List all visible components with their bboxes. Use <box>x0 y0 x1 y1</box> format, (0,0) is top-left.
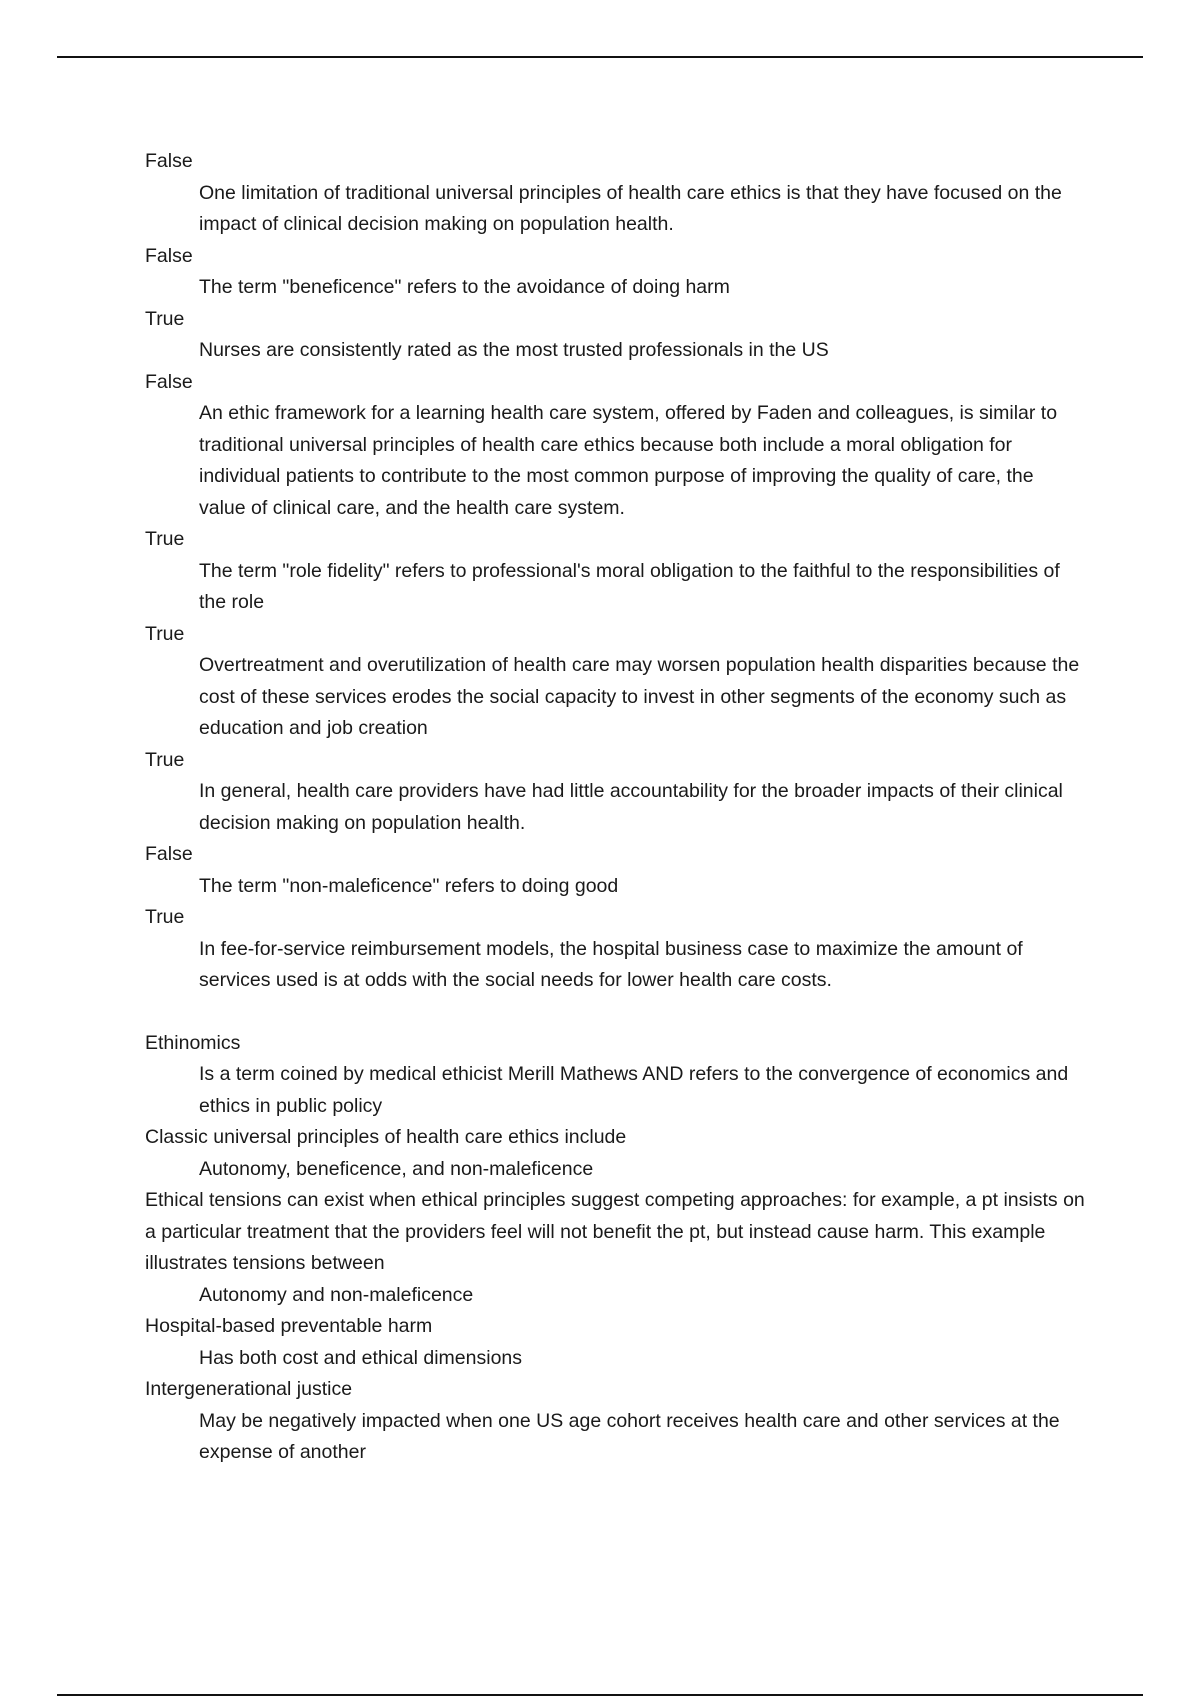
card-term: Intergenerational justice <box>145 1378 353 1400</box>
footer-rule <box>57 1694 1143 1696</box>
flashcard-list <box>145 146 1085 1469</box>
card-14 <box>145 1374 1085 1469</box>
card-definition: Autonomy and non-maleficence <box>199 1283 474 1306</box>
card-term: True <box>145 906 185 928</box>
card-12 <box>145 1185 1085 1311</box>
card-definition: May be negatively impacted when one US age cohort receives health care and other services at the expense of another <box>199 1409 1060 1463</box>
card-11 <box>145 1122 1085 1185</box>
card-10 <box>145 1028 1085 1123</box>
card-2 <box>145 241 1085 304</box>
card-term: True <box>145 307 185 330</box>
card-definition: Has both cost and ethical dimensions <box>199 1346 523 1369</box>
card-term: False <box>145 370 193 393</box>
card-6 <box>145 619 1085 745</box>
card-term: True <box>145 528 185 550</box>
card-13 <box>145 1311 1085 1374</box>
card-3 <box>145 304 1085 367</box>
card-term: Classic universal principles of health care ethics include <box>145 1126 627 1148</box>
card-definition: Is a term coined by medical ethicist Merill Mathews AND refers to the convergence of economics and ethics in public policy <box>199 1063 1069 1117</box>
card-term: False <box>145 150 193 172</box>
card-definition: An ethic framework for a learning health care system, offered by Faden and colleagues, is similar to traditional universal principles of health care ethics because both include a moral obligation for individual patients to contribute to the most common purpose of improving the quality of care, the value of clinical care, and the health care system. <box>199 402 1058 519</box>
card-definition: In general, health care providers have had little accountability for the broader impacts of their clinical decision making on population health. <box>199 780 1063 834</box>
section-spacer <box>145 997 1085 1028</box>
card-definition: One limitation of traditional universal principles of health care ethics is that they have focused on the impact of clinical decision making on population health. <box>199 181 1062 235</box>
card-term: True <box>145 622 185 645</box>
card-1 <box>145 146 1085 241</box>
card-term: Ethical tensions can exist when ethical principles suggest competing approaches: for example, a pt insists on a particular treatment that the providers feel will not benefit the pt, but instead cause harm. This example illustrates tensions between <box>145 1189 1085 1274</box>
card-term: Hospital-based preventable harm <box>145 1315 433 1337</box>
card-definition: The term "non-maleficence" refers to doing good <box>199 874 619 897</box>
card-definition: Overtreatment and overutilization of health care may worsen population health disparities because the cost of these services erodes the social capacity to invest in other segments of the economy such as education and job creation <box>199 654 1080 739</box>
card-term: False <box>145 843 193 865</box>
card-definition: The term "role fidelity" refers to professional's moral obligation to the faithful to the responsibilities of the role <box>199 559 1060 613</box>
card-5 <box>145 524 1085 619</box>
card-4 <box>145 367 1085 525</box>
card-7 <box>145 745 1085 840</box>
card-definition: The term "beneficence" refers to the avoidance of doing harm <box>199 276 730 298</box>
card-8 <box>145 839 1085 902</box>
card-definition: In fee-for-service reimbursement models, the hospital business case to maximize the amount of services used is at odds with the social needs for lower health care costs. <box>199 937 1023 991</box>
card-9 <box>145 902 1085 997</box>
card-term: True <box>145 748 185 771</box>
card-definition: Autonomy, beneficence, and non-maleficence <box>199 1157 594 1180</box>
card-term: Ethinomics <box>145 1031 241 1054</box>
header-rule <box>57 56 1143 58</box>
card-term: False <box>145 244 193 267</box>
card-definition: Nurses are consistently rated as the most trusted professionals in the US <box>199 339 829 361</box>
